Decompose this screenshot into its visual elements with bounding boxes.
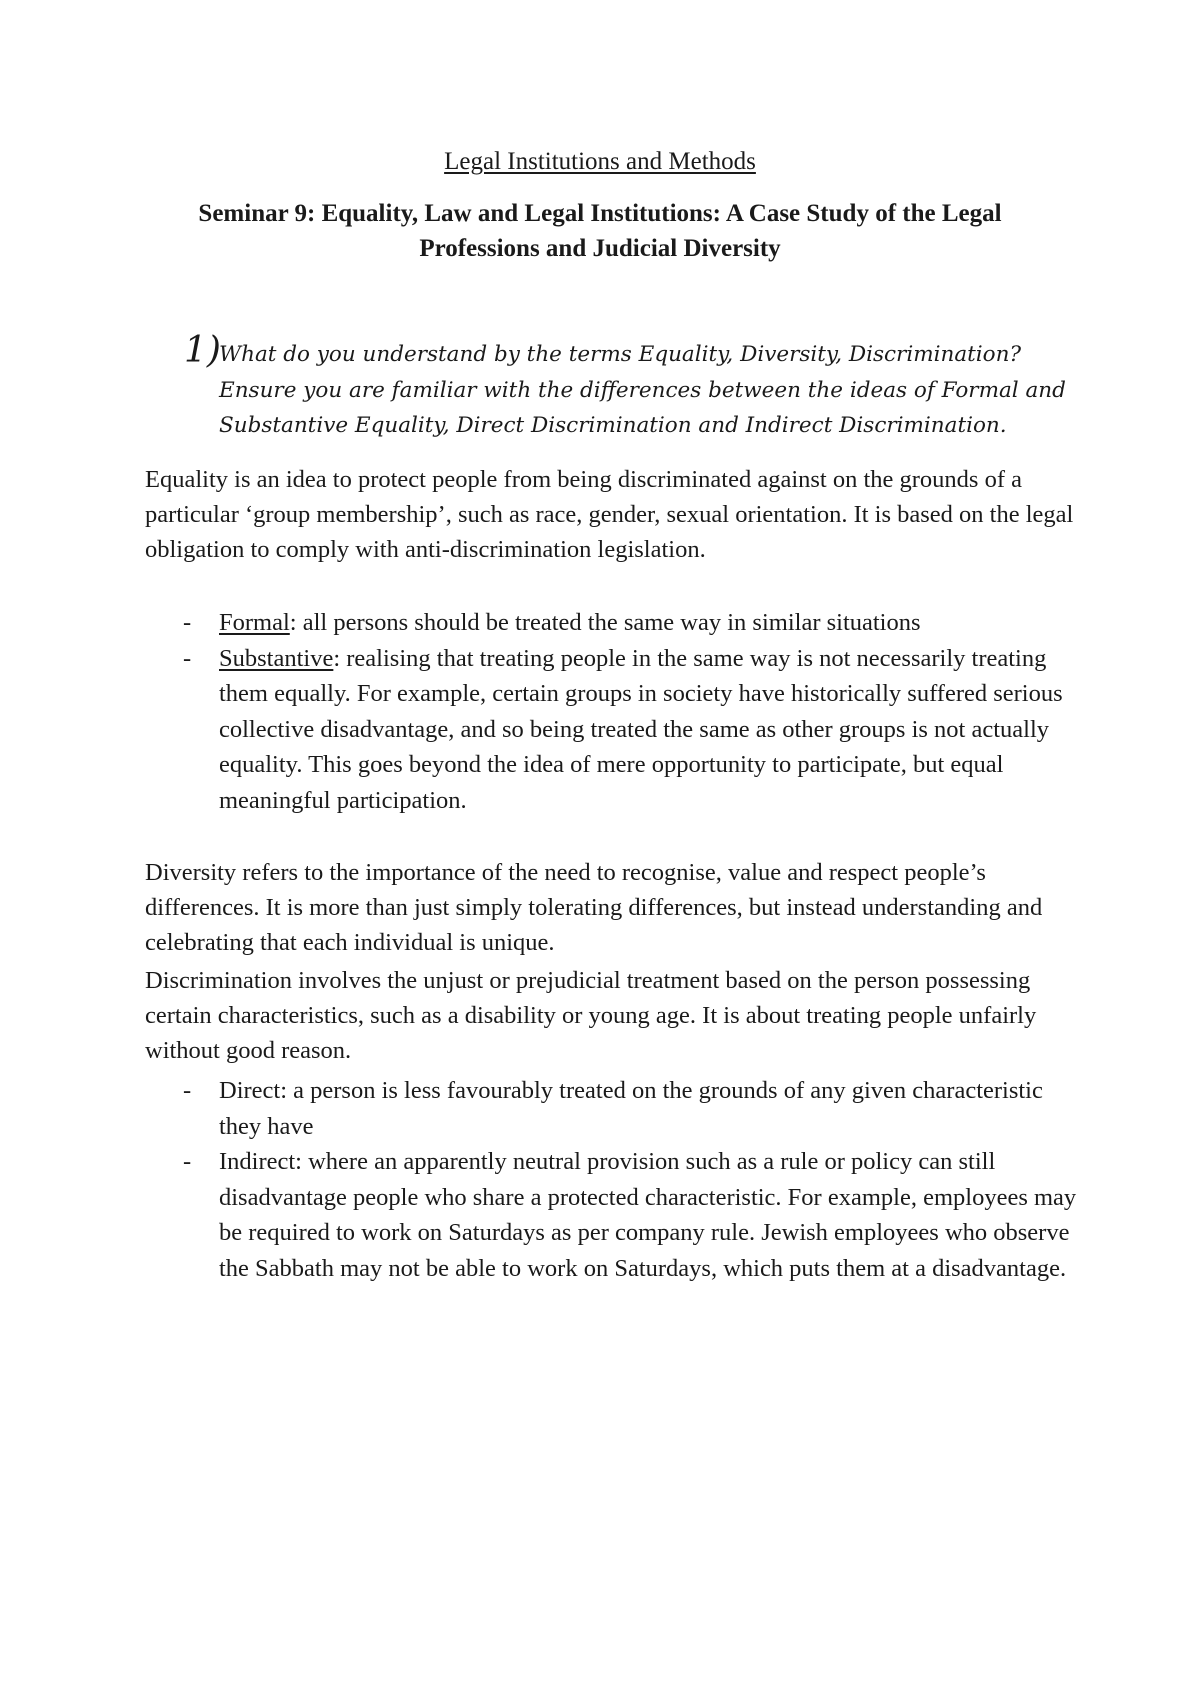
question-text: What do you understand by the terms Equality, Diversity, Discrimination? Ensure you are familiar with the differences between the ideas of Formal and Substantive Equality, Direct Discrimination and Indirect Discrimination. xyxy=(219,342,1066,438)
course-title: Legal Institutions and Methods xyxy=(444,148,756,175)
list-item-direct xyxy=(145,1073,1085,1144)
list-dash: - xyxy=(183,644,192,672)
list-item-formal xyxy=(145,605,1085,641)
question-number: 1) xyxy=(184,330,221,371)
diversity-paragraph: Diversity refers to the importance of the need to recognise, value and respect people’s differences. It is more than just simply tolerating differences, but instead understanding and celebrating that each individual is unique. xyxy=(145,859,1043,956)
indirect-definition: Indirect: where an apparently neutral provision such as a rule or policy can still disadvantage people who share a protected characteristic. For example, employees may be required to work on Saturdays as per company rule. Jewish employees who observe the Sabbath may not be able to work on Saturdays, which puts them at a disadvantage. xyxy=(219,1148,1077,1282)
equality-paragraph: Equality is an idea to protect people from being discriminated against on the grounds of a particular ‘group membership’, such as race, gender, sexual orientation. It is based on the legal obligation to comply with anti-discrimination legislation. xyxy=(145,466,1074,563)
direct-definition: Direct: a person is less favourably treated on the grounds of any given characteristic they have xyxy=(219,1077,1043,1140)
seminar-title: Seminar 9: Equality, Law and Legal Institutions: A Case Study of the Legal Professions and Judicial Diversity xyxy=(198,200,1002,262)
substantive-definition: : realising that treating people in the same way is not necessarily treating them equally. For example, certain groups in society have historically suffered serious collective disadvantage, and so being treated the same as other groups is not actually equality. This goes beyond the idea of mere opportunity to participate, but equal meaningful participation. xyxy=(219,644,1063,814)
list-item-substantive xyxy=(145,641,1085,819)
term-substantive: Substantive xyxy=(219,644,334,672)
list-item-indirect xyxy=(145,1144,1085,1286)
equality-types-list xyxy=(145,605,1085,818)
discrimination-paragraph: Discrimination involves the unjust or prejudicial treatment based on the person possessing certain characteristics, such as a disability or young age. It is about treating people unfairly without good reason. xyxy=(145,967,1037,1064)
formal-definition: : all persons should be treated the same way in similar situations xyxy=(289,609,921,636)
term-formal: Formal xyxy=(219,609,290,636)
list-dash: - xyxy=(183,1077,192,1104)
discrimination-types-list xyxy=(145,1073,1085,1286)
list-dash: - xyxy=(183,1148,192,1175)
list-dash: - xyxy=(183,609,192,636)
